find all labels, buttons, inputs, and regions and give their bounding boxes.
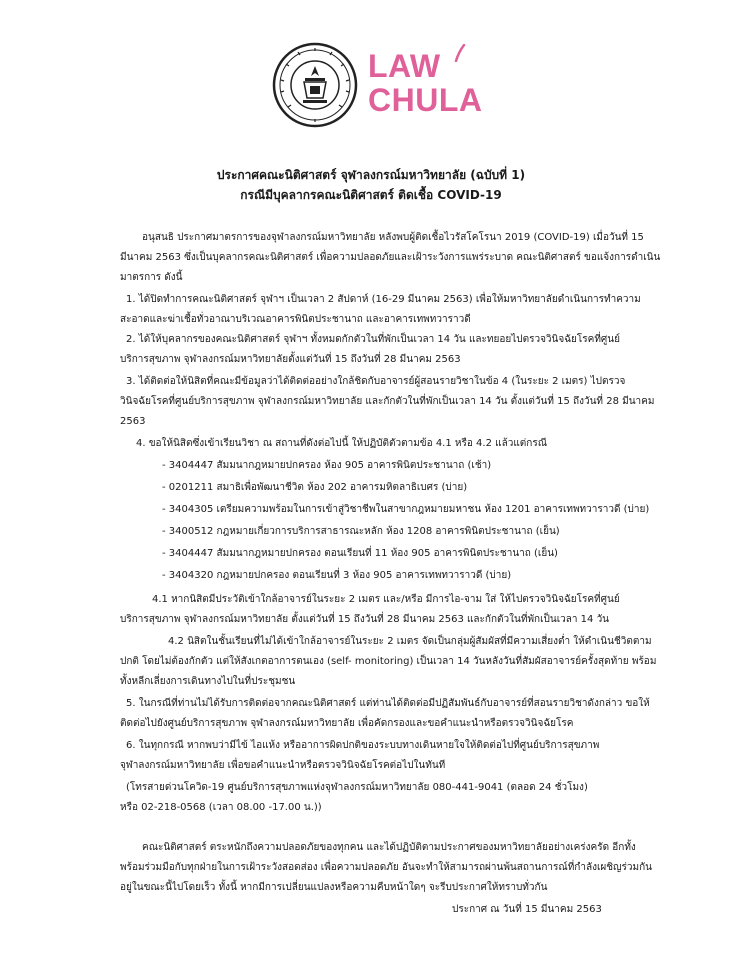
body-line: 6. ในทุกกรณี หากพบว่ามีไข้ ไอแห้ง หรืออาการผิดปกติของระบบทางเดินหายใจให้ติดต่อไปที่ศูนย์บริการสุขภาพ — [126, 740, 600, 751]
announcement-title: ประกาศคณะนิติศาสตร์ จุฬาลงกรณ์มหาวิทยาลัย (ฉบับที่ 1) — [216, 168, 526, 182]
announcement-subtitle: กรณีมีบุคลากรคณะนิติศาสตร์ ติดเชื้อ COVID-19 — [240, 188, 502, 202]
hotline-line: (โทรสายด่วนโควิด-19 ศูนย์บริการสุขภาพแห่งจุฬาลงกรณ์มหาวิทยาลัย 080-441-9041 (ตลอด 24 ชั่วโมง) — [126, 782, 588, 793]
course-item: - 3404447 สัมมนากฎหมายปกครอง ห้อง 905 อาคารพินิตประชานาถ (เช้า) — [162, 460, 492, 471]
body-line: 5. ในกรณีที่ท่านไม่ได้รับการติดต่อจากคณะนิติศาสตร์ แต่ท่านได้ติดต่อมีปฏิสัมพันธ์กับอาจารย์ที่สอนรายวิชาดังกล่าว ขอให้ — [126, 698, 650, 709]
logo-line-law: LAW — [368, 48, 441, 84]
body-line: ติดต่อไปยังศูนย์บริการสุขภาพ จุฬาลงกรณ์มหาวิทยาลัย เพื่อคัดกรองและขอคำแนะนำหรือตรวจวินิจฉัยโรค — [120, 718, 574, 729]
hotline-line: หรือ 02-218-0568 (เวลา 08.00 -17.00 น.)) — [120, 802, 322, 813]
body-line: 3. ได้ติดต่อให้นิสิตที่คณะมีข้อมูลว่าได้ติดต่ออย่างใกล้ชิดกับอาจารย์ผู้สอนรายวิชาในข้อ 4 (ในระยะ 2 เมตร) ไปตรวจ — [126, 376, 626, 387]
body-line: 2. ได้ให้บุคลากรของคณะนิติศาสตร์ จุฬาฯ ทั้งหมดกักตัวในที่พักเป็นเวลา 14 วัน และทยอยไปตรวจวินิจฉัยโรคที่ศูนย์ — [126, 334, 620, 345]
chulalongkorn-seal-icon — [272, 42, 358, 128]
body-line: 1. ได้ปิดทำการคณะนิติศาสตร์ จุฬาฯ เป็นเวลา 2 สัปดาห์ (16-29 มีนาคม 2563) เพื่อให้มหาวิทยาลัยดำเนินการทำความ — [126, 294, 641, 305]
closing-line: คณะนิติศาสตร์ ตระหนักถึงความปลอดภัยของทุกคน และได้ปฏิบัติตามประกาศของมหาวิทยาลัยอย่างเคร่งครัด อีกทั้ง — [142, 842, 636, 853]
body-line: มาตรการ ดังนี้ — [120, 272, 183, 283]
body-line: จุฬาลงกรณ์มหาวิทยาลัย เพื่อขอคำแนะนำหรือตรวจวินิจฉัยโรคต่อไปในทันที — [120, 760, 446, 771]
body-line: บริการสุขภาพ จุฬาลงกรณ์มหาวิทยาลัย ตั้งแต่วันที่ 15 ถึงวันที่ 28 มีนาคม 2563 และกักตัวในที่พักเป็นเวลา 14 วัน — [120, 614, 610, 625]
closing-line: พร้อมร่วมมือกับทุกฝ่ายในการเฝ้าระวังสอดส่อง เพื่อความปลอดภัย อันจะทำให้สามารถผ่านพ้นสถานการณ์ที่กำลังเผชิญร่วมกัน — [120, 862, 653, 873]
course-item: - 3404320 กฎหมายปกครอง ตอนเรียนที่ 3 ห้อง 905 อาคารเทพทวาราวดี (บ่าย) — [162, 570, 512, 581]
course-item: - 3404305 เตรียมความพร้อมในการเข้าสู่วิชาชีพในสาขากฎหมายมหาชน ห้อง 1201 อาคารเทพทวาราวดี (บ่าย) — [162, 504, 650, 515]
body-line: 4. ขอให้นิสิตซึ่งเข้าเรียนวิชา ณ สถานที่ดังต่อไปนี้ ให้ปฏิบัติตัวตามข้อ 4.1 หรือ 4.2 แล้วแต่กรณี — [136, 438, 547, 449]
logo-line-chula: CHULA — [368, 82, 483, 118]
body-line: วินิจฉัยโรคที่ศูนย์บริการสุขภาพ จุฬาลงกรณ์มหาวิทยาลัย และกักตัวในที่พักเป็นเวลา 14 วัน ตั้งแต่วันที่ 15 ถึงวันที่ 28 มีนาคม — [120, 396, 655, 407]
body-line: 4.2 นิสิตในชั้นเรียนที่ไม่ได้เข้าใกล้อาจารย์ในระยะ 2 เมตร จัดเป็นกลุ่มผู้สัมผัสที่มีความเสี่ยงต่ำ ให้ดำเนินชีวิตตาม — [168, 636, 652, 647]
body-line: มีนาคม 2563 ซึ่งเป็นบุคลากรคณะนิติศาสตร์ เพื่อความปลอดภัยและเฝ้าระวังการแพร่ระบาด คณะนิติศาสตร์ ขอแจ้งการดำเนิน — [120, 252, 661, 263]
body-line: บริการสุขภาพ จุฬาลงกรณ์มหาวิทยาลัยตั้งแต่วันที่ 15 ถึงวันที่ 28 มีนาคม 2563 — [120, 354, 461, 365]
course-item: - 0201211 สมาธิเพื่อพัฒนาชีวิต ห้อง 202 อาคารมหิตลาธิเบศร (บ่าย) — [162, 482, 468, 493]
announcement-date: ประกาศ ณ วันที่ 15 มีนาคม 2563 — [452, 904, 602, 915]
body-line: ปกติ โดยไม่ต้องกักตัว แต่ให้สังเกตอาการตนเอง (self- monitoring) เป็นเวลา 14 วันหลังวันที่สัมผัสอาจารย์ครั้งสุดท้าย พร้อม — [120, 656, 657, 667]
body-line: อนุสนธิ ประกาศมาตรการของจุฬาลงกรณ์มหาวิทยาลัย หลังพบผู้ติดเชื้อไวรัสโคโรนา 2019 (COVID-19) เมื่อวันที่ 15 — [142, 232, 644, 243]
closing-line: อยู่ในขณะนี้ไปโดยเร็ว ทั้งนี้ หากมีการเปลี่ยนแปลงหรือความคืบหน้าใดๆ จะรีบประกาศให้ทราบทั่วกัน — [120, 882, 548, 893]
course-item: - 3400512 กฎหมายเกี่ยวการบริการสาธารณะหลัก ห้อง 1208 อาคารพินิตประชานาถ (เย็น) — [162, 526, 560, 537]
body-line: ทั้งหลีกเลี่ยงการเดินทางไปในที่ประชุมชน — [120, 676, 296, 687]
body-line: 4.1 หากนิสิตมีประวัติเข้าใกล้อาจารย์ในระยะ 2 เมตร และ/หรือ มีการไอ-จาม ใส่ ให้ไปตรวจวินิจฉัยโรคที่ศูนย์ — [152, 594, 620, 605]
logo-accent-icon — [452, 44, 466, 62]
body-line: สะอาดและฆ่าเชื้อทั่วอาณาบริเวณอาคารพินิตประชานาถ และอาคารเทพทวาราวดี — [120, 314, 471, 325]
course-item: - 3404447 สัมมนากฎหมายปกครอง ตอนเรียนที่ 11 ห้อง 905 อาคารพินิตประชานาถ (เย็น) — [162, 548, 558, 559]
body-line: 2563 — [120, 416, 146, 427]
law-chula-logo — [368, 48, 483, 130]
letterhead — [272, 42, 483, 137]
